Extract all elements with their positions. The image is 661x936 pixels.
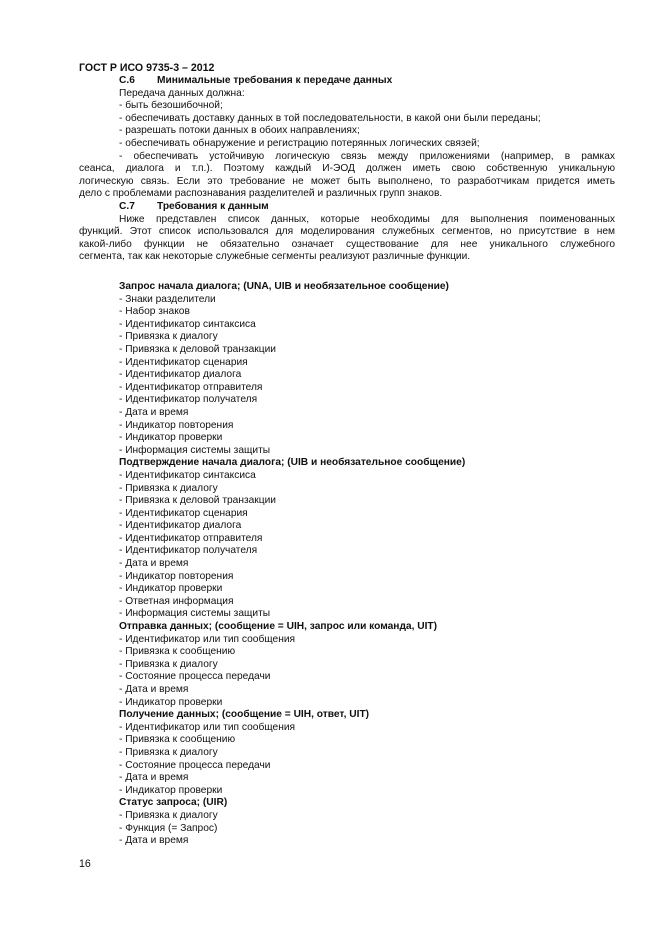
requirement-item: - быть безошибочной; (119, 100, 223, 112)
section-c7-title: Требования к данным (157, 200, 269, 212)
group-item: - Знаки разделители (119, 293, 216, 305)
requirement-item-last-line: сеанса, диалога и т.п.). Поэтому каждый И-ЭОД должен иметь свою собственную уникальную (79, 163, 615, 175)
section-c7-paragraph-line: какой-либо функции не обязательно означает существование для нее уникального служебного (79, 238, 615, 250)
group-heading: Запрос начала диалога; (UNA, UIB и необязательное сообщение) (119, 281, 449, 292)
group-item: - Идентификатор получателя (119, 394, 258, 406)
section-c6-number: С.6 (119, 75, 135, 86)
section-c6-title: Минимальные требования к передаче данных (157, 75, 393, 86)
group-item: - Идентификатор или тип сообщения (119, 721, 296, 733)
group-item: - Идентификатор получателя (119, 545, 258, 557)
group-item: - Дата и время (119, 835, 189, 847)
requirement-item: - обеспечивать доставку данных в той последовательности, в какой они были переданы; (119, 112, 541, 124)
group-item: - Идентификатор синтаксиса (119, 318, 256, 330)
group-item: - Индикатор проверки (119, 784, 223, 796)
section-c7-paragraph-line: Ниже представлен список данных, которые необходимы для выполнения поименованных (119, 213, 615, 225)
group-item: - Набор знаков (119, 306, 190, 318)
group-item: - Привязка к диалогу (119, 809, 218, 821)
requirement-item-last-line: дело с проблемами распознавания разделителей и различных групп знаков. (79, 188, 443, 200)
requirement-item-last-line: логическую связь. Если это требование не может быть выполнено, то разработчикам придется иметь (79, 175, 615, 187)
section-c7-paragraph-line: функций. Этот список использовался для моделирования служебных сегментов, но присутствие в нем (79, 226, 615, 238)
group-item: - Привязка к сообщению (119, 734, 236, 746)
section-c6-intro: Передача данных должна: (119, 87, 245, 99)
group-item: - Индикатор проверки (119, 583, 223, 595)
group-item: - Индикатор проверки (119, 432, 223, 444)
body-text (79, 75, 615, 264)
standard-header: ГОСТ Р ИСО 9735-3 – 2012 (79, 62, 215, 74)
group-item: - Идентификатор сценария (119, 356, 248, 368)
section-c7-heading (79, 201, 615, 214)
group-item: - Идентификатор отправителя (119, 532, 263, 544)
group-item: - Привязка к деловой транзакции (119, 343, 276, 355)
group-item: - Функция (= Запрос) (119, 822, 218, 834)
group-item: - Идентификатор сценария (119, 507, 248, 519)
requirement-item: - разрешать потоки данных в обоих направлениях; (119, 125, 360, 137)
section-c7-paragraph-line: сегмента, так как некоторые служебные сегменты реализуют различные функции. (79, 251, 471, 263)
section-c6-heading (79, 75, 615, 88)
group-item: - Идентификатор диалога (119, 369, 242, 381)
group-item: - Привязка к диалогу (119, 658, 218, 670)
group-item: - Индикатор повторения (119, 570, 234, 582)
group-item: - Идентификатор диалога (119, 520, 242, 532)
group-item: - Привязка к диалогу (119, 746, 218, 758)
group-item: - Информация системы защиты (119, 608, 271, 620)
group-item: - Дата и время (119, 684, 189, 695)
group-item: - Привязка к диалогу (119, 331, 218, 343)
requirement-item: - обеспечивать обнаружение и регистрацию потерянных логических связей; (119, 137, 480, 149)
function-data-list (119, 281, 619, 848)
group-heading: Отправка данных; (сообщение = UIH, запрос или команда, UIT) (119, 621, 438, 633)
group-item: - Идентификатор или тип сообщения (119, 633, 296, 645)
section-c7-number: С.7 (119, 200, 135, 212)
group-item: - Дата и время (119, 406, 189, 418)
group-item: - Привязка к диалогу (119, 482, 218, 494)
group-item: - Информация системы защиты (119, 444, 271, 456)
requirement-item-last-line: - обеспечивать устойчивую логическую связь между приложениями (например, в рамках (119, 150, 615, 162)
group-item: - Состояние процесса передачи (119, 671, 271, 683)
group-item: - Дата и время (119, 772, 189, 784)
group-item: - Ответная информация (119, 595, 234, 607)
group-item: - Привязка к деловой транзакции (119, 495, 276, 507)
group-item: - Индикатор проверки (119, 696, 223, 708)
group-item: - Индикатор повторения (119, 419, 234, 431)
group-item: - Дата и время (119, 558, 189, 570)
group-item: - Идентификатор отправителя (119, 381, 263, 393)
group-item: - Состояние процесса передачи (119, 759, 271, 771)
group-heading: Подтверждение начала диалога; (UIB и необязательное сообщение) (119, 457, 466, 469)
group-item: - Привязка к сообщению (119, 646, 236, 658)
page-number: 16 (79, 858, 91, 870)
group-item: - Идентификатор синтаксиса (119, 469, 256, 481)
group-heading: Получение данных; (сообщение = UIH, ответ, UIT) (119, 709, 370, 721)
group-heading: Статус запроса; (UIR) (119, 797, 228, 809)
